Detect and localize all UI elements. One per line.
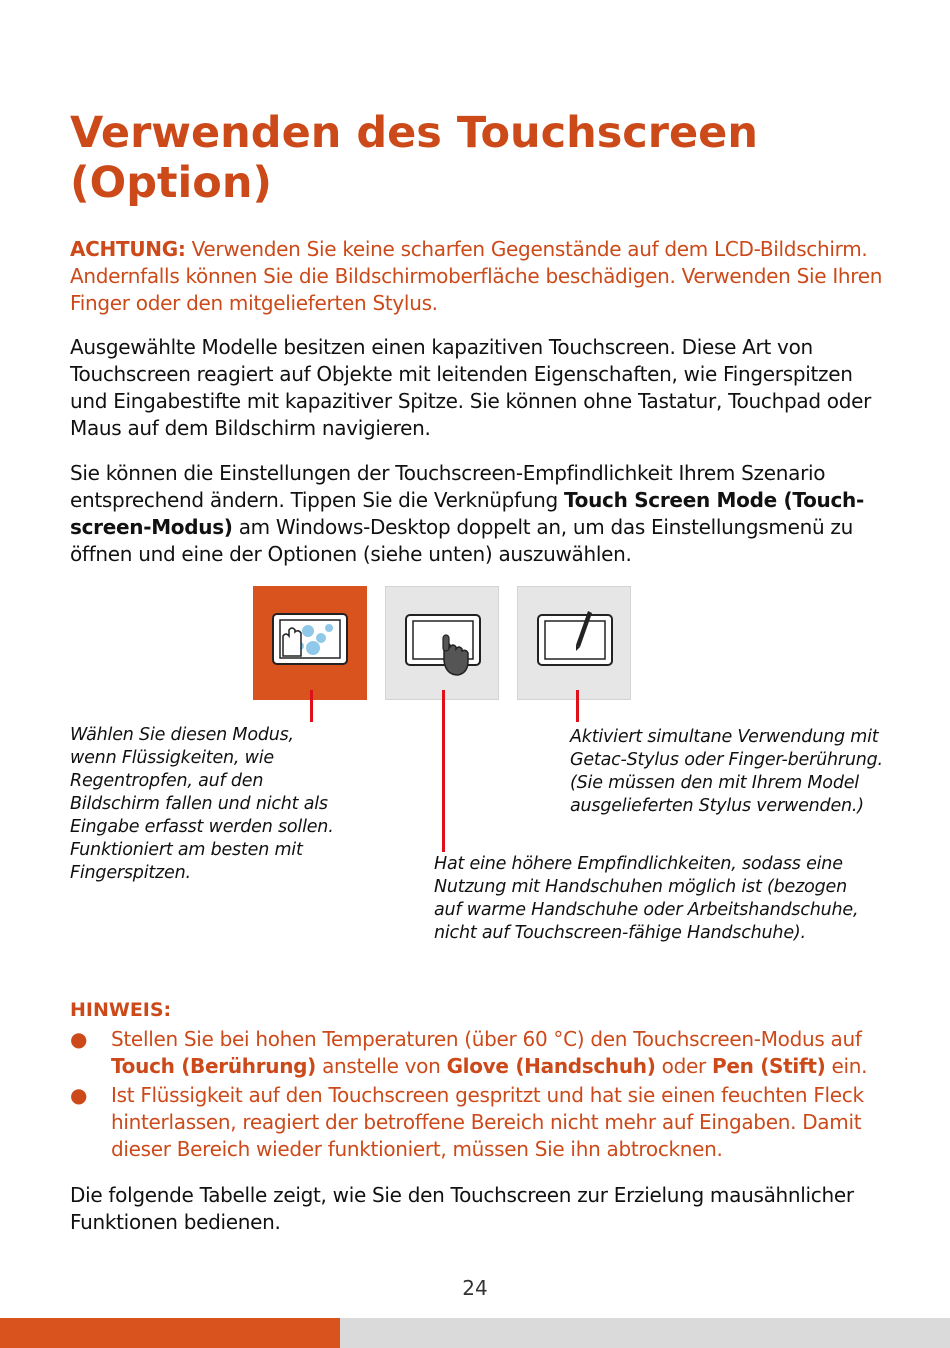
caution-label: ACHTUNG: — [70, 237, 186, 261]
glove-callout-line — [442, 690, 445, 852]
note-text: oder — [655, 1054, 712, 1078]
note-text: ein. — [825, 1054, 868, 1078]
note-heading: HINWEIS: — [70, 999, 172, 1021]
touch-option-label: Touch (Berührung) — [111, 1054, 317, 1078]
note-item — [70, 1082, 900, 1163]
settings-text-before: Sie können die Einstellungen der Touchscreen-Empfindlichkeit Ihrem Szenario entsprechend ändern. Tippen Sie die Verknüpfung — [70, 461, 826, 512]
touch-callout-line — [310, 690, 313, 722]
table-intro-paragraph: Die folgende Tabelle zeigt, wie Sie den Touchscreen zur Erzielung mausähnlicher Funktionen bedienen. — [70, 1183, 854, 1234]
glove-mode-icon — [386, 587, 498, 699]
pen-mode-caption: Aktiviert simultane Verwendung mit Getac-Stylus oder Finger-berührung. (Sie müssen den mit Ihrem Model ausgelieferten Stylus verwenden.) — [570, 727, 883, 816]
footer-bar-gray — [340, 1318, 950, 1348]
pen-option-label: Pen (Stift) — [711, 1054, 826, 1078]
touch-mode-caption: Wählen Sie diesen Modus, wenn Flüssigkeiten, wie Regentropfen, auf den Bildschirm fallen und nicht als Eingabe erfasst werden sollen. Funktioniert am besten mit Fingerspitzen. — [70, 725, 334, 883]
intro-paragraph: Ausgewählte Modelle besitzen einen kapazitiven Touchscreen. Diese Art von Touchscreen reagiert auf Objekte mit leitenden Eigenschaften, wie Fingerspitzen und Eingabestifte mit kapazitiver Spitze. Sie können ohne Tastatur, Touchpad oder Maus auf dem Bildschirm navigieren. — [70, 335, 872, 440]
page-title: Verwenden des Touchscreen (Option) — [70, 108, 758, 208]
touch-screen-mode-label: Touch Screen Mode (Touch-screen-Modus) — [70, 488, 864, 539]
touch-mode-icon — [253, 586, 367, 700]
note-text: Stellen Sie bei hohen Temperaturen (über 60 °C) den Touchscreen-Modus auf — [111, 1027, 862, 1051]
pen-callout-line — [576, 690, 579, 722]
note-item-text — [111, 1026, 900, 1080]
glove-option-label: Glove (Handschuh) — [446, 1054, 656, 1078]
settings-paragraph — [70, 460, 890, 568]
bullet-icon: ● — [70, 1027, 88, 1051]
page-number: 24 — [462, 1276, 488, 1300]
note-item-text: Ist Flüssigkeit auf den Touchscreen gespritzt und hat sie einen feuchten Fleck hinterlassen, reagiert der betroffene Bereich nicht mehr auf Eingaben. Damit dieser Bereich wieder funktioniert, müssen Sie ihn abtrocknen. — [111, 1083, 864, 1161]
caution-paragraph — [70, 236, 890, 317]
touch-mode-tile — [253, 586, 367, 700]
glove-mode-caption: Hat eine höhere Empfindlichkeiten, sodass eine Nutzung mit Handschuhen möglich ist (bezogen auf warme Handschuhe oder Arbeitshandschuhe, nicht auf Touchscreen-fähige Handschuhe). — [434, 854, 859, 943]
settings-text-after: am Windows-Desktop doppelt an, um das Einstellungsmenü zu öffnen und eine der Optionen (siehe unten) auszuwählen. — [70, 515, 853, 566]
pen-mode-tile — [517, 586, 631, 700]
pen-mode-icon — [518, 587, 630, 699]
bullet-icon: ● — [70, 1083, 88, 1107]
glove-mode-tile — [385, 586, 499, 700]
note-text: anstelle von — [316, 1054, 447, 1078]
caution-text: Verwenden Sie keine scharfen Gegenstände auf dem LCD-Bildschirm. Andernfalls können Sie die Bildschirmoberfläche beschädigen. Verwenden Sie Ihren Finger oder den mitgelieferten Stylus. — [70, 237, 883, 315]
footer-bar-orange — [0, 1318, 340, 1348]
note-item — [70, 1026, 900, 1080]
